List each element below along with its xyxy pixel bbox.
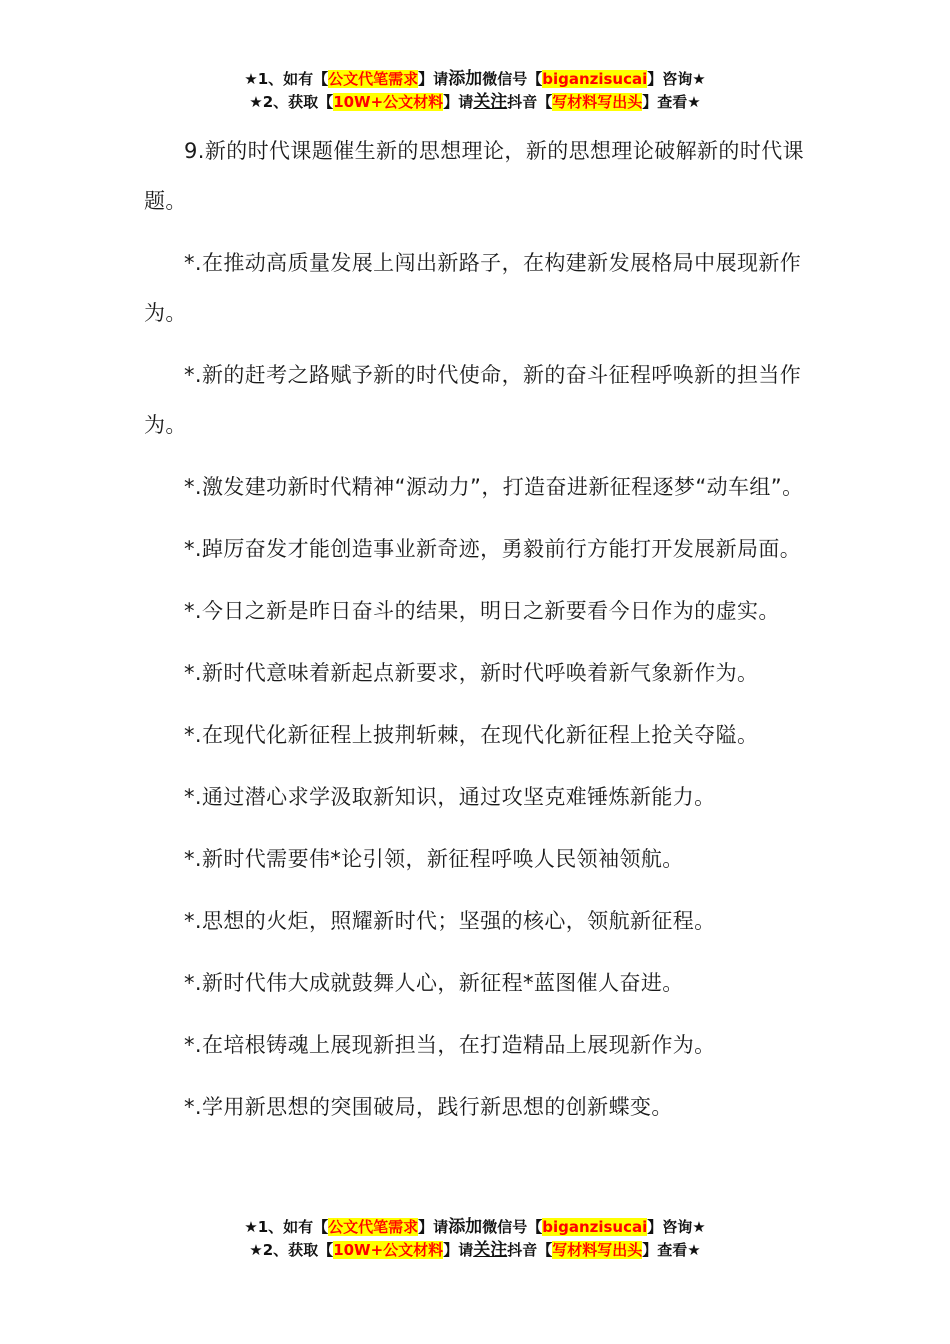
- paragraph: *.学用新思想的突围破局，践行新思想的创新蝶变。: [184, 1095, 673, 1119]
- banner-douyin-id: 写材料写出头: [552, 93, 643, 111]
- paragraph: *.激发建功新时代精神“源动力”，打造奋进新征程逐梦“动车组”。: [184, 475, 804, 499]
- paragraph: *.思想的火炬，照耀新时代；坚强的核心，领航新征程。: [184, 909, 716, 933]
- banner-line-2: ★2、获取【10W+公文材料】请关注抖音【写材料写出头】查看★: [249, 1240, 701, 1260]
- paragraph: *.新时代伟大成就鼓舞人心，新征程*蓝图催人奋进。: [184, 971, 684, 995]
- banner-line-2: ★2、获取【10W+公文材料】请关注抖音【写材料写出头】查看★: [249, 92, 701, 112]
- banner-highlight: 10W+公文材料: [333, 93, 444, 111]
- paragraph: *.新时代意味着新起点新要求，新时代呼唤着新气象新作为。: [184, 661, 759, 685]
- banner-wechat-id: biganzisucai: [542, 70, 648, 88]
- paragraph: *.在推动高质量发展上闯出新路子，在构建新发展格局中展现新作为。: [144, 251, 802, 325]
- paragraph: *.新的赶考之路赋予新的时代使命，新的奋斗征程呼唤新的担当作为。: [144, 363, 802, 437]
- paragraph: *.通过潜心求学汲取新知识，通过攻坚克难锤炼新能力。: [184, 785, 716, 809]
- banner-highlight: 10W+公文材料: [333, 1241, 444, 1259]
- banner-douyin-id: 写材料写出头: [552, 1241, 643, 1259]
- footer-banner: [0, 1216, 950, 1262]
- paragraph: *.新时代需要伟*论引领，新征程呼唤人民领袖领航。: [184, 847, 684, 871]
- banner-line-1: ★1、如有【公文代笔需求】请添加微信号【biganzisucai】咨询★: [244, 69, 706, 89]
- header-banner: [0, 68, 950, 114]
- banner-line-1: ★1、如有【公文代笔需求】请添加微信号【biganzisucai】咨询★: [244, 1217, 706, 1237]
- banner-highlight: 公文代笔需求: [328, 1218, 419, 1236]
- paragraph: *.踔厉奋发才能创造事业新奇迹，勇毅前行方能打开发展新局面。: [184, 537, 802, 561]
- paragraph: *.今日之新是昨日奋斗的结果，明日之新要看今日作为的虚实。: [184, 599, 780, 623]
- paragraph: *.在现代化新征程上披荆斩棘，在现代化新征程上抢关夺隘。: [184, 723, 759, 747]
- banner-wechat-id: biganzisucai: [542, 1218, 648, 1236]
- paragraph: 9.新的时代课题催生新的思想理论，新的思想理论破解新的时代课题。: [144, 139, 805, 213]
- document-body: [144, 126, 824, 1144]
- paragraph: *.在培根铸魂上展现新担当，在打造精品上展现新作为。: [184, 1033, 716, 1057]
- banner-highlight: 公文代笔需求: [328, 70, 419, 88]
